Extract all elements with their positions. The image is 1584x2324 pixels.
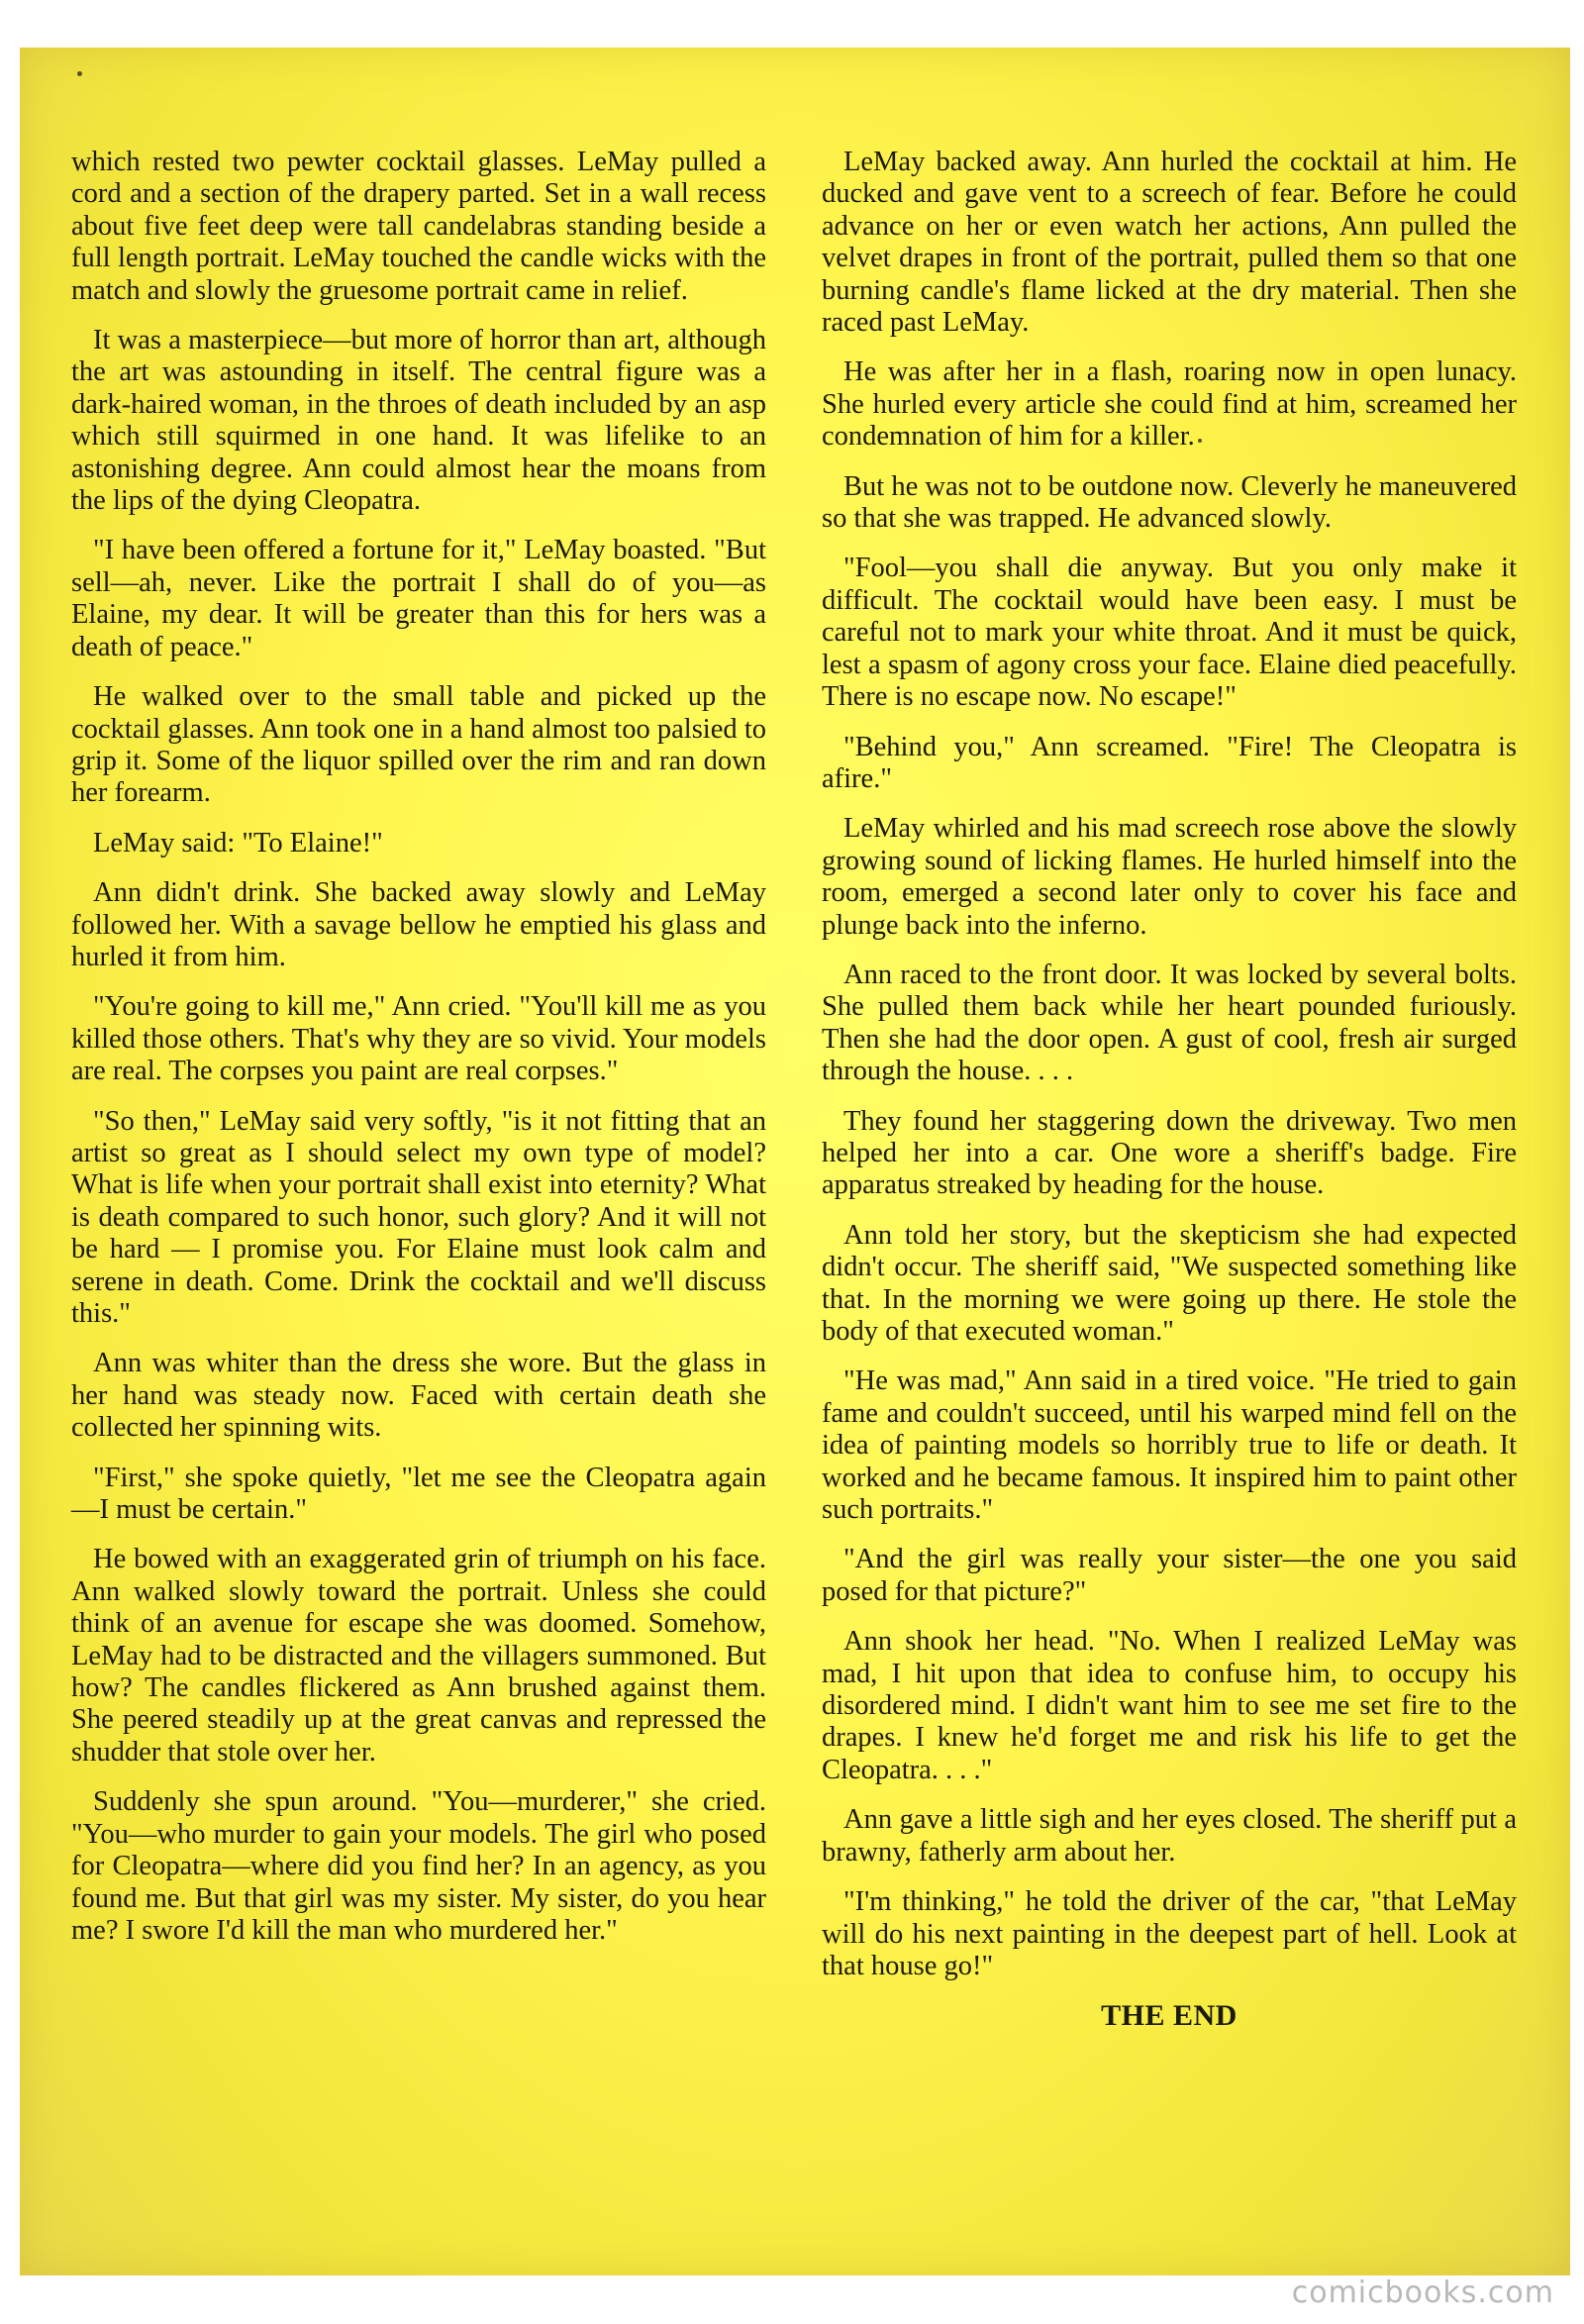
paragraph: LeMay said: "To Elaine!" [93,827,383,859]
paragraph: "And the girl was really your sister—the one you said posed for that picture?" [822,1544,1517,1607]
paragraph: LeMay backed away. Ann hurled the cocktail at him. He ducked and gave vent to a screech of fear. Before he could advance on her or even watch her actions, Ann pulled the velvet drapes in front of the portrait, pulled them so that one burning candle's flame licked at the dry material. Then she raced past LeMay. [822,147,1517,339]
paragraph: Ann was whiter than the dress she wore. But the glass in her hand was steady now. Faced with certain death she collected her spinning wits. [71,1348,766,1444]
paragraph: "So then," LeMay said very softly, "is it not fitting that an artist so great as I should select my own type of model? What is life when your portrait shall exist into eternity? What is death compared to such honor, such glory? And it will not be hard — I promise you. For Elaine must look calm and serene in death. Come. Drink the cocktail and we'll discuss this." [71,1105,766,1329]
paragraph: It was a masterpiece—but more of horror than art, although the art was astounding in itself. The central figure was a dark-haired woman, in the throes of death included by an asp which still squirmed in one hand. It was lifelike to an astonishing degree. Ann could almost hear the moans from the lips of the dying Cleopatra. [71,325,766,517]
paragraph: Ann told her story, but the skepticism she had expected didn't occur. The sheriff said, "We suspected something like that. In the morning we were going up there. He stole the body of that executed woman." [822,1219,1517,1347]
paragraph: "You're going to kill me," Ann cried. "You'll kill me as you killed those others. That's why they are so vivid. Your models are real. The corpses you paint are real corpses." [71,991,767,1087]
paragraph: which rested two pewter cocktail glasses. LeMay pulled a cord and a section of the drapery parted. Set in a wall recess about five feet deep were tall candelabras standing beside a full length portrait. LeMay touched the candle wicks with the match and slowly the gruesome portrait came in relief. [71,147,766,306]
paragraph: They found her staggering down the driveway. Two men helped her into a car. One wore a sheriff's badge. Fire apparatus streaked by heading for the house. [822,1105,1517,1201]
paragraph: He bowed with an exaggerated grin of triumph on his face. Ann walked slowly toward the portrait. Unless she could think of an avenue for escape she was doomed. Somehow, LeMay had to be distracted and the villagers summoned. But how? The candles flickered as Ann brushed against them. She peered steadily up at the great canvas and repressed the shudder that stole over her. [71,1544,766,1768]
paragraph: Ann gave a little sigh and her eyes closed. The sheriff put a brawny, fatherly arm about her. [822,1804,1517,1868]
right-column [822,147,1517,2051]
print-speck [77,71,82,76]
paragraph: Suddenly she spun around. "You—murderer," she cried. "You—who murder to gain your models. The girl who posed for Cleopatra—where did you find her? In an agency, as you found me. But that girl was my sister. My sister, do you hear me? I swore I'd kill the man who murdered her." [71,1786,766,1946]
site-watermark: comicbooks.com [1291,2275,1554,2310]
paragraph: "Behind you," Ann screamed. "Fire! The Cleopatra is afire." [822,731,1517,794]
paragraph: "First," she spoke quietly, "let me see the Cleopatra again—I must be certain." [71,1462,766,1526]
left-column [71,147,766,1965]
paragraph: "Fool—you shall die anyway. But you only make it difficult. The cocktail would have been easy. I must be careful not to mark your white throat. And it must be quick, lest a spasm of agony cross your face. Elaine died peacefully. There is no escape now. No escape!" [822,553,1517,713]
paragraph: He walked over to the small table and picked up the cocktail glasses. Ann took one in a hand almost too palsied to grip it. Some of the liquor spilled over the rim and ran down her forearm. [71,681,766,809]
paragraph: "He was mad," Ann said in a tired voice. "He tried to gain fame and couldn't succeed, until his warped mind fell on the idea of painting models so horribly true to life or death. It worked and he became famous. It inspired him to paint other such portraits." [822,1365,1517,1526]
paragraph: Ann raced to the front door. It was locked by several bolts. She pulled them back while her heart pounded furiously. Then she had the door open. A gust of cool, fresh air surged through the house. . . . [822,959,1517,1087]
paragraph: LeMay whirled and his mad screech rose above the slowly growing sound of licking flames. He hurled himself into the room, emerged a second later only to cover his face and plunge back into the inferno. [822,813,1517,941]
the-end-heading: THE END [1101,1999,1238,2033]
story-page [20,48,1570,2275]
paragraph: Ann shook her head. "No. When I realized LeMay was mad, I hit upon that idea to confuse him, to occupy his disordered mind. I didn't want him to see me set fire to the drapes. I knew he'd forget me and risk his life to get the Cleopatra. . . ." [822,1626,1517,1785]
paragraph: Ann didn't drink. She backed away slowly and LeMay followed her. With a savage bellow he emptied his glass and hurled it from him. [71,877,766,972]
paragraph: He was after her in a flash, roaring now in open lunacy. She hurled every article she could find at him, screamed her condemnation of him for a killer. [822,356,1517,453]
paragraph: "I'm thinking," he told the driver of the car, "that LeMay will do his next painting in the deepest part of hell. Look at that house go!" [822,1886,1517,1981]
paragraph: But he was not to be outdone now. Cleverly he maneuvered so that she was trapped. He advanced slowly. [822,470,1517,535]
paragraph: "I have been offered a fortune for it," LeMay boasted. "But sell—ah, never. Like the portrait I shall do of you—as Elaine, my dear. It will be greater than this for hers was a death of peace." [71,535,766,662]
